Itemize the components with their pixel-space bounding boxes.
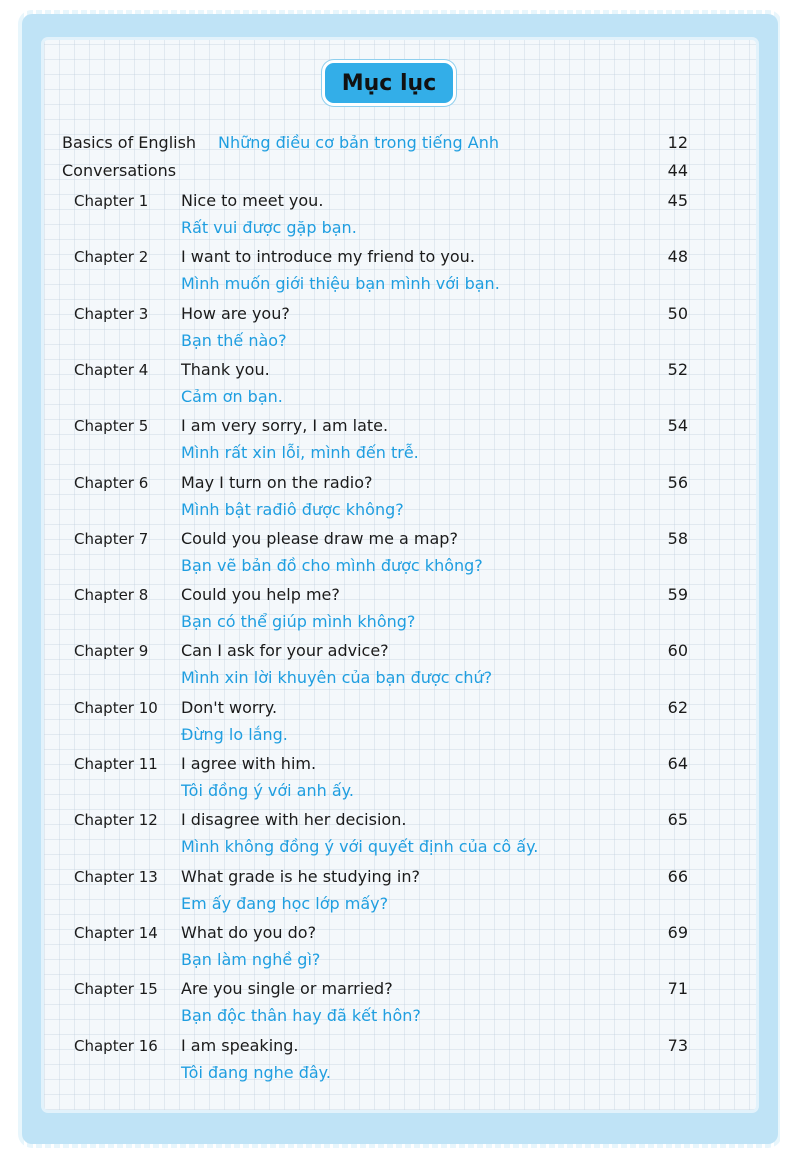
toc-chapter-row bbox=[0, 413, 800, 439]
toc-entry-en: Basics of English bbox=[62, 133, 197, 152]
toc-chapter-row bbox=[0, 1033, 800, 1059]
toc-page-number: 54 bbox=[667, 416, 688, 435]
chapter-title-vi: Bạn có thể giúp mình không? bbox=[181, 612, 416, 631]
toc-page-number: 66 bbox=[667, 867, 688, 886]
toc-chapter-translation-row bbox=[0, 553, 800, 579]
chapter-title-vi: Bạn vẽ bản đồ cho mình được không? bbox=[181, 556, 483, 575]
chapter-title-en: I am very sorry, I am late. bbox=[181, 416, 389, 435]
toc-page-number: 60 bbox=[667, 641, 688, 660]
chapter-title-vi: Tôi đồng ý với anh ấy. bbox=[181, 781, 354, 800]
chapter-title-en: I am speaking. bbox=[181, 1036, 299, 1055]
chapter-label: Chapter 15 bbox=[74, 980, 158, 998]
toc-chapter-translation-row bbox=[0, 1060, 800, 1086]
toc-page-number: 58 bbox=[667, 529, 688, 548]
toc-page-number: 48 bbox=[667, 247, 688, 266]
chapter-title-en: Can I ask for your advice? bbox=[181, 641, 389, 660]
toc-chapter-translation-row bbox=[0, 609, 800, 635]
chapter-title-en: Are you single or married? bbox=[181, 979, 393, 998]
toc-entry-basics bbox=[0, 130, 800, 156]
toc-chapter-translation-row bbox=[0, 271, 800, 297]
chapter-label: Chapter 1 bbox=[74, 192, 149, 210]
toc-chapter-translation-row bbox=[0, 384, 800, 410]
toc-chapter-row bbox=[0, 357, 800, 383]
chapter-label: Chapter 7 bbox=[74, 530, 149, 548]
chapter-title-vi: Mình muốn giới thiệu bạn mình với bạn. bbox=[181, 274, 500, 293]
chapter-label: Chapter 2 bbox=[74, 248, 149, 266]
toc-chapter-row bbox=[0, 244, 800, 270]
chapter-label: Chapter 5 bbox=[74, 417, 149, 435]
toc-chapter-translation-row bbox=[0, 440, 800, 466]
toc-page-number: 73 bbox=[667, 1036, 688, 1055]
toc-chapter-row bbox=[0, 695, 800, 721]
toc-entry-conversations bbox=[0, 158, 800, 184]
chapter-title-en: What grade is he studying in? bbox=[181, 867, 420, 886]
chapter-title-en: How are you? bbox=[181, 304, 290, 323]
chapter-title-en: What do you do? bbox=[181, 923, 317, 942]
toc-chapter-translation-row bbox=[0, 215, 800, 241]
toc-chapter-translation-row bbox=[0, 891, 800, 917]
toc-chapter-row bbox=[0, 807, 800, 833]
chapter-title-en: Thank you. bbox=[181, 360, 270, 379]
chapter-label: Chapter 6 bbox=[74, 474, 149, 492]
chapter-title-vi: Cảm ơn bạn. bbox=[181, 387, 283, 406]
toc-chapter-translation-row bbox=[0, 722, 800, 748]
toc-chapter-translation-row bbox=[0, 1003, 800, 1029]
toc-entry-vi: Những điều cơ bản trong tiếng Anh bbox=[218, 133, 500, 152]
toc-page-number: 56 bbox=[667, 473, 688, 492]
toc-page-number: 62 bbox=[667, 698, 688, 717]
toc-chapter-row bbox=[0, 301, 800, 327]
chapter-label: Chapter 4 bbox=[74, 361, 149, 379]
toc-chapter-row bbox=[0, 864, 800, 890]
toc-chapter-translation-row bbox=[0, 947, 800, 973]
chapter-label: Chapter 9 bbox=[74, 642, 149, 660]
chapter-title-vi: Mình xin lời khuyên của bạn được chứ? bbox=[181, 668, 493, 687]
chapter-title-en: Could you please draw me a map? bbox=[181, 529, 458, 548]
chapter-label: Chapter 8 bbox=[74, 586, 149, 604]
chapter-title-en: Don't worry. bbox=[181, 698, 278, 717]
chapter-title-vi: Rất vui được gặp bạn. bbox=[181, 218, 357, 237]
toc-page-number: 69 bbox=[667, 923, 688, 942]
chapter-title-en: I want to introduce my friend to you. bbox=[181, 247, 475, 266]
chapter-title-vi: Tôi đang nghe đây. bbox=[181, 1063, 331, 1082]
chapter-title-en: I agree with him. bbox=[181, 754, 317, 773]
chapter-title-en: Nice to meet you. bbox=[181, 191, 324, 210]
toc-page-number: 50 bbox=[667, 304, 688, 323]
chapter-label: Chapter 13 bbox=[74, 868, 158, 886]
toc-chapter-row bbox=[0, 976, 800, 1002]
chapter-label: Chapter 12 bbox=[74, 811, 158, 829]
chapter-title-vi: Bạn làm nghề gì? bbox=[181, 950, 321, 969]
toc-chapter-translation-row bbox=[0, 328, 800, 354]
toc-chapter-translation-row bbox=[0, 778, 800, 804]
toc-section-label: Conversations bbox=[62, 161, 177, 180]
toc-chapter-row bbox=[0, 638, 800, 664]
page-title: Mục lục bbox=[322, 60, 456, 106]
chapter-title-vi: Bạn độc thân hay đã kết hôn? bbox=[181, 1006, 421, 1025]
chapter-title-vi: Mình không đồng ý với quyết định của cô ấy. bbox=[181, 837, 539, 856]
toc-chapter-row bbox=[0, 188, 800, 214]
chapter-title-vi: Bạn thế nào? bbox=[181, 331, 287, 350]
toc-page-number: 71 bbox=[667, 979, 688, 998]
toc-chapter-row bbox=[0, 920, 800, 946]
toc-page-number: 59 bbox=[667, 585, 688, 604]
toc-chapter-translation-row bbox=[0, 497, 800, 523]
toc-chapter-translation-row bbox=[0, 665, 800, 691]
toc-page-number: 65 bbox=[667, 810, 688, 829]
toc-chapter-translation-row bbox=[0, 834, 800, 860]
toc-chapter-row bbox=[0, 751, 800, 777]
chapter-title-en: Could you help me? bbox=[181, 585, 340, 604]
chapter-title-vi: Mình bật rađiô được không? bbox=[181, 500, 404, 519]
toc-page-number: 12 bbox=[667, 133, 688, 152]
toc-page-number: 44 bbox=[667, 161, 688, 180]
chapter-label: Chapter 10 bbox=[74, 699, 158, 717]
toc-chapter-row bbox=[0, 526, 800, 552]
chapter-title-vi: Mình rất xin lỗi, mình đến trễ. bbox=[181, 443, 419, 462]
toc-page-number: 64 bbox=[667, 754, 688, 773]
toc-chapter-row bbox=[0, 582, 800, 608]
toc-page-number: 45 bbox=[667, 191, 688, 210]
chapter-label: Chapter 3 bbox=[74, 305, 149, 323]
chapter-title-en: I disagree with her decision. bbox=[181, 810, 407, 829]
chapter-title-en: May I turn on the radio? bbox=[181, 473, 373, 492]
chapter-title-vi: Đừng lo lắng. bbox=[181, 725, 288, 744]
chapter-title-vi: Em ấy đang học lớp mấy? bbox=[181, 894, 389, 913]
chapter-label: Chapter 16 bbox=[74, 1037, 158, 1055]
chapter-label: Chapter 11 bbox=[74, 755, 158, 773]
chapter-label: Chapter 14 bbox=[74, 924, 158, 942]
toc-page-number: 52 bbox=[667, 360, 688, 379]
toc-chapter-row bbox=[0, 470, 800, 496]
